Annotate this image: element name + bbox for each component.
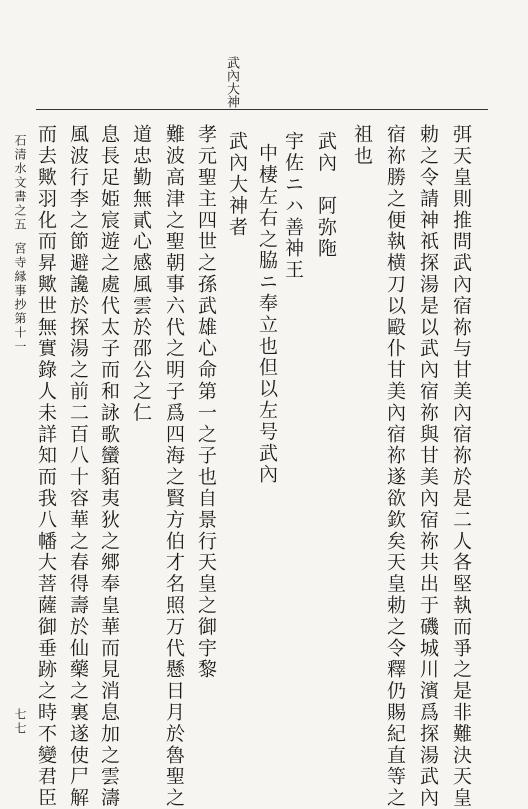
text-column-9: 孝元聖主四世之孫武雄心命第一之子也自景行天皇之御宇黎	[195, 124, 217, 681]
text-column-12: 息長足姫宸遊之處代太子而和詠歌蠻貊夷狄之郷奉皇華而見消息加之雲濤	[98, 124, 120, 809]
footer-section-title: 宮寺縁事抄第十一	[13, 242, 27, 354]
text-column-10: 難波高津之聖朝事六代之明子爲四海之賢方伯才名照万代懸日月於魯聖之	[163, 124, 185, 809]
footer-page-number: 七七	[13, 708, 27, 736]
text-column-8: 武內大神者	[226, 131, 248, 238]
text-column-14: 而去歟羽化而昇歟世無實錄人未詳知而我八幡大菩薩御垂跡之時不變君臣	[35, 124, 57, 809]
footer-book-title: 石清水文書之五	[13, 134, 27, 232]
text-column-2: 勅之令請神祇探湯是以武內宿祢與甘美內宿祢共出于磯城川濱爲探湯武內	[417, 124, 439, 809]
text-column-7: 中棲左右之脇ニ奉立也但以左号武內	[256, 143, 278, 486]
text-column-3: 宿祢勝之便執横刀以毆仆甘美內宿祢遂欲欽矣天皇勅之令釋仍賜紀直等之	[384, 124, 406, 809]
text-column-13: 風波行李之節避讒於探湯之前二百八十容華之春得壽於仙藥之裏遂使尸解	[67, 124, 89, 809]
text-column-11: 道忠勤無貳心感風雲於邵公之仁	[130, 124, 152, 424]
running-header: 武內大神	[224, 56, 239, 108]
text-column-1: 弭天皇則推問武內宿祢与甘美內宿祢於是二人各堅執而爭之是非難決天皇	[450, 124, 472, 809]
text-column-5: 武內 阿弥陁	[315, 131, 337, 260]
text-column-6: 宇佐ニハ善神王	[282, 131, 304, 281]
text-column-4: 祖也	[351, 124, 373, 167]
header-rule	[36, 109, 488, 110]
